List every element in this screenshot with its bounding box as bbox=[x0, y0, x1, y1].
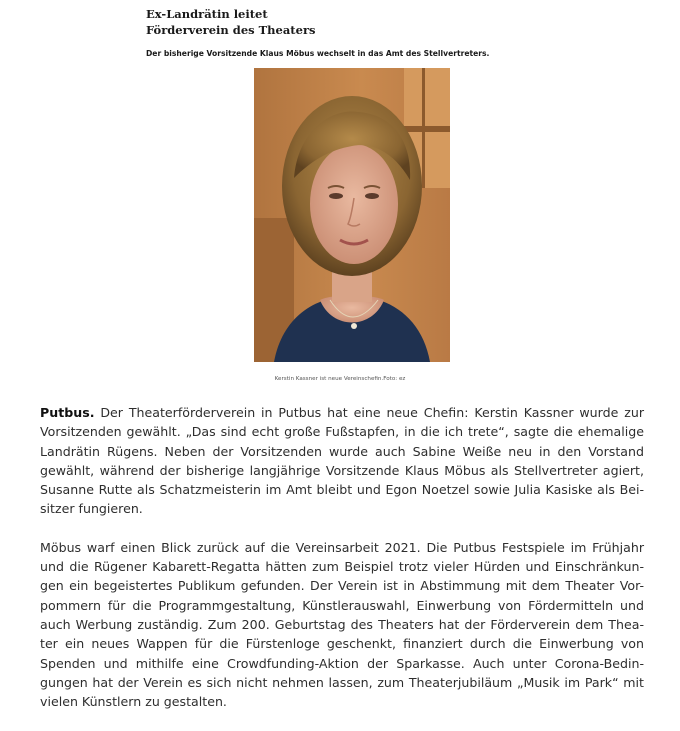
photo-caption: Kerstin Kassner ist neue Vereinschefin.Foto: ez bbox=[274, 376, 406, 382]
article-line: Landrätin Rügens. Neben der Vorsitzenden wurde auch Sabine Weiße neu in den Vorstand bbox=[40, 443, 644, 459]
article-line: Möbus warf einen Blick zurück auf die Vereinsarbeit 2021. Die Putbus Festspiele im Frühjahr bbox=[40, 539, 644, 555]
article-line: Vorsitzenden gewählt. „Das sind echt große Fußstapfen, in die ich trete“, sagte die ehemalige bbox=[40, 424, 644, 440]
portrait-photo bbox=[254, 68, 450, 362]
article-paragraph-1 bbox=[40, 403, 644, 519]
subheadline: Der bisherige Vorsitzende Klaus Möbus wechselt in das Amt des Stellvertreters. bbox=[146, 49, 490, 58]
article-line: Susanne Rutte als Schatzmeisterin im Amt bleibt und Egon Noetzel sowie Julia Kasiske als Bei- bbox=[40, 482, 644, 498]
article-line: pommern für die Programmgestaltung, Künstlerauswahl, Einwerbung von Fördermitteln und bbox=[40, 597, 644, 613]
article-line: gewählt, während der bisherige langjährige Vorsitzende Klaus Möbus als Stellvertreter agiert, bbox=[40, 462, 644, 478]
headline bbox=[146, 6, 315, 38]
article-line: sitzer fungieren. bbox=[40, 501, 143, 517]
headline-line-1: Ex-Landrätin leitet bbox=[146, 7, 268, 21]
article-line: und die Rügener Kabarett-Regatta hätten zum Beispiel trotz vieler Hürden und Einschränkun- bbox=[40, 559, 644, 575]
headline-line-2: Förderverein des Theaters bbox=[146, 23, 316, 37]
dateline: Putbus. bbox=[40, 405, 95, 420]
article-body bbox=[40, 403, 644, 711]
article-line: ter ein neues Wappen für die Fürstenloge geschenkt, finanziert durch die Einwerbung von bbox=[40, 636, 644, 652]
article-paragraph-2 bbox=[40, 538, 644, 712]
article-line: Spenden und mithilfe eine Crowdfunding-Aktion der Sparkasse. Auch unter Corona-Bedin- bbox=[40, 655, 644, 671]
article-line: auch Werbung zuständig. Zum 200. Geburtstag des Theaters hat der Förderverein dem Thea- bbox=[40, 616, 644, 632]
article-line: gungen hat der Verein es sich nicht nehmen lassen, zum Theaterjubiläum „Musik im Park“ mit bbox=[40, 674, 644, 690]
article-line: Putbus. Der Theaterförderverein in Putbus hat eine neue Chefin: Kerstin Kassner wurde zur bbox=[40, 405, 644, 420]
article-line: gen ein begeistertes Publikum gefunden. Der Verein ist in Abstimmung mit dem Theater Vor- bbox=[40, 578, 644, 594]
article-line: vielen Künstlern zu gestalten. bbox=[40, 694, 227, 710]
